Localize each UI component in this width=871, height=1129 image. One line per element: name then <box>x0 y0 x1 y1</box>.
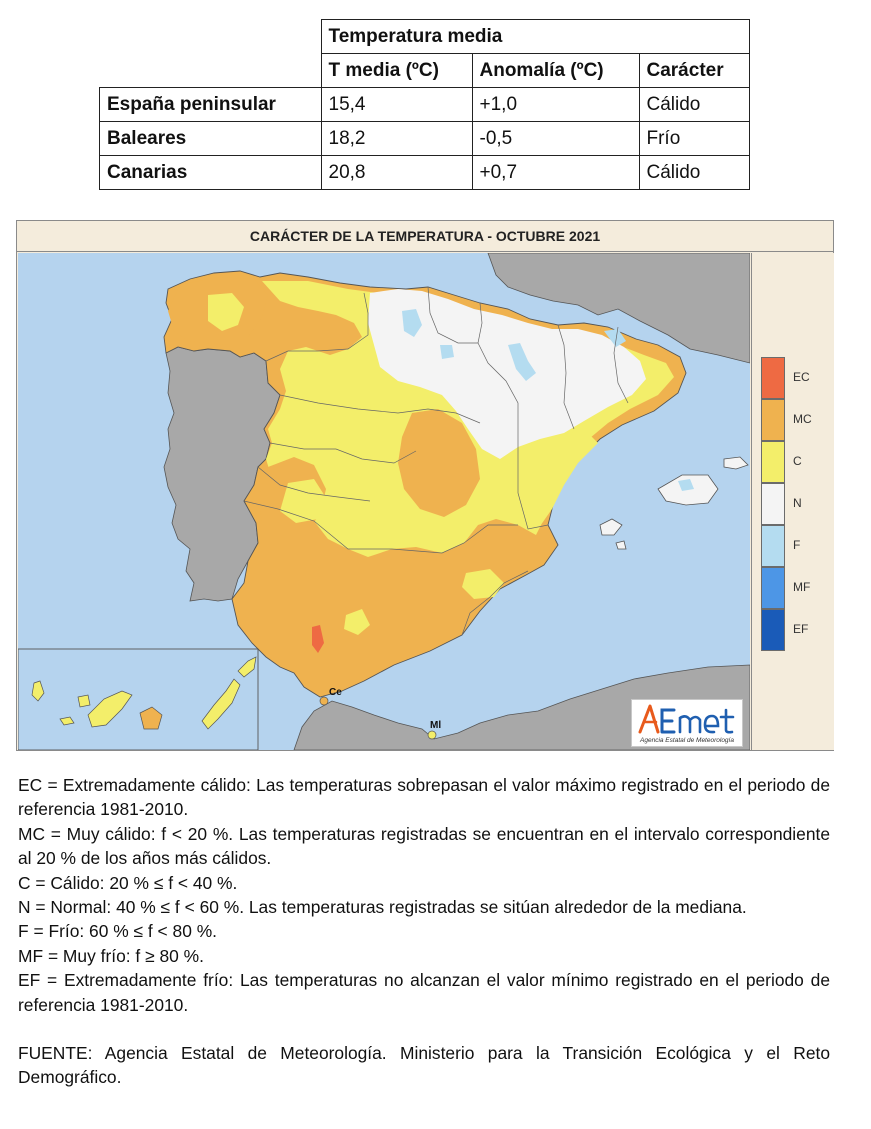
legend-item <box>761 567 823 609</box>
legend-swatch <box>761 525 785 567</box>
legend-label: F <box>793 538 801 552</box>
table-corner-cell <box>100 54 322 88</box>
legend-swatch <box>761 441 785 483</box>
definition-mf: MF = Muy frío: f ≥ 80 %. <box>18 945 204 966</box>
legend-item <box>761 525 823 567</box>
table-row <box>100 122 750 156</box>
source-note: FUENTE: Agencia Estatal de Meteorología. Ministerio para la Transición Ecológica y el Reto Demográfico. <box>18 1043 830 1088</box>
table-row <box>100 156 750 190</box>
legend-swatch <box>761 357 785 399</box>
legend-label: MC <box>793 412 812 426</box>
map-title: CARÁCTER DE LA TEMPERATURA - OCTUBRE 2021 <box>17 221 833 252</box>
table-group-header: Temperatura media <box>321 20 749 54</box>
legend-label: EF <box>793 622 809 636</box>
aemet-logo <box>631 699 743 747</box>
legend-swatch <box>761 609 785 651</box>
legend-label: C <box>793 454 802 468</box>
zone-frio-patch-4 <box>440 345 454 359</box>
island-gomera <box>78 695 90 707</box>
cell-t-media: 20,8 <box>321 156 472 190</box>
legend-swatch <box>761 399 785 441</box>
melilla-label: Ml <box>430 720 442 731</box>
ceuta-marker <box>320 697 328 705</box>
map-legend <box>751 253 834 750</box>
temperature-map <box>18 253 750 750</box>
definition-n: N = Normal: 40 % ≤ f < 60 %. Las temperaturas registradas se sitúan alrededor de la mediana. <box>18 897 747 918</box>
table-row <box>100 88 750 122</box>
melilla-marker <box>428 731 436 739</box>
cell-anomalia: +0,7 <box>472 156 639 190</box>
legend-item <box>761 357 823 399</box>
row-header-region: España peninsular <box>100 88 322 122</box>
cell-anomalia: +1,0 <box>472 88 639 122</box>
row-header-region: Baleares <box>100 122 322 156</box>
table-column-header-row <box>100 54 750 88</box>
legend-label: N <box>793 496 802 510</box>
cell-caracter: Frío <box>639 122 749 156</box>
column-header-t-media: T media (ºC) <box>321 54 472 88</box>
cell-caracter: Cálido <box>639 88 749 122</box>
definition-f: F = Frío: 60 % ≤ f < 80 %. <box>18 921 217 942</box>
legend-label: EC <box>793 370 810 384</box>
temperature-table <box>99 19 750 190</box>
cell-caracter: Cálido <box>639 156 749 190</box>
spacer <box>18 1017 830 1041</box>
cell-t-media: 18,2 <box>321 122 472 156</box>
legend-label: MF <box>793 580 811 594</box>
legend-item <box>761 483 823 525</box>
table-group-header-row <box>100 20 750 54</box>
column-header-caracter: Carácter <box>639 54 749 88</box>
definition-ef: EF = Extremadamente frío: Las temperaturas no alcanzan el valor mínimo registrado en el periodo de referencia 1981-2010. <box>18 970 830 1015</box>
cell-t-media: 15,4 <box>321 88 472 122</box>
column-header-anomalia: Anomalía (ºC) <box>472 54 639 88</box>
legend-item <box>761 399 823 441</box>
cell-anomalia: -0,5 <box>472 122 639 156</box>
ceuta-label: Ce <box>329 687 342 698</box>
row-header-region: Canarias <box>100 156 322 190</box>
table-corner-cell <box>100 20 322 54</box>
definition-c: C = Cálido: 20 % ≤ f < 40 %. <box>18 872 238 893</box>
legend-swatch <box>761 483 785 525</box>
aemet-logo-mark <box>636 702 740 736</box>
temperature-map-figure <box>16 220 834 751</box>
aemet-logo-caption: Agencia Estatal de Meteorología <box>640 737 734 744</box>
legend-item <box>761 609 823 651</box>
definition-mc: MC = Muy cálido: f < 20 %. Las temperaturas registradas se encuentran en el intervalo correspondiente al 20 % de los años más cálidos. <box>18 823 830 869</box>
definition-ec: EC = Extremadamente cálido: Las temperaturas sobrepasan el valor máximo registrado en el periodo de referencia 1981-2010. <box>18 775 830 820</box>
legend-definitions <box>18 773 830 1090</box>
legend-item <box>761 441 823 483</box>
legend-swatch <box>761 567 785 609</box>
